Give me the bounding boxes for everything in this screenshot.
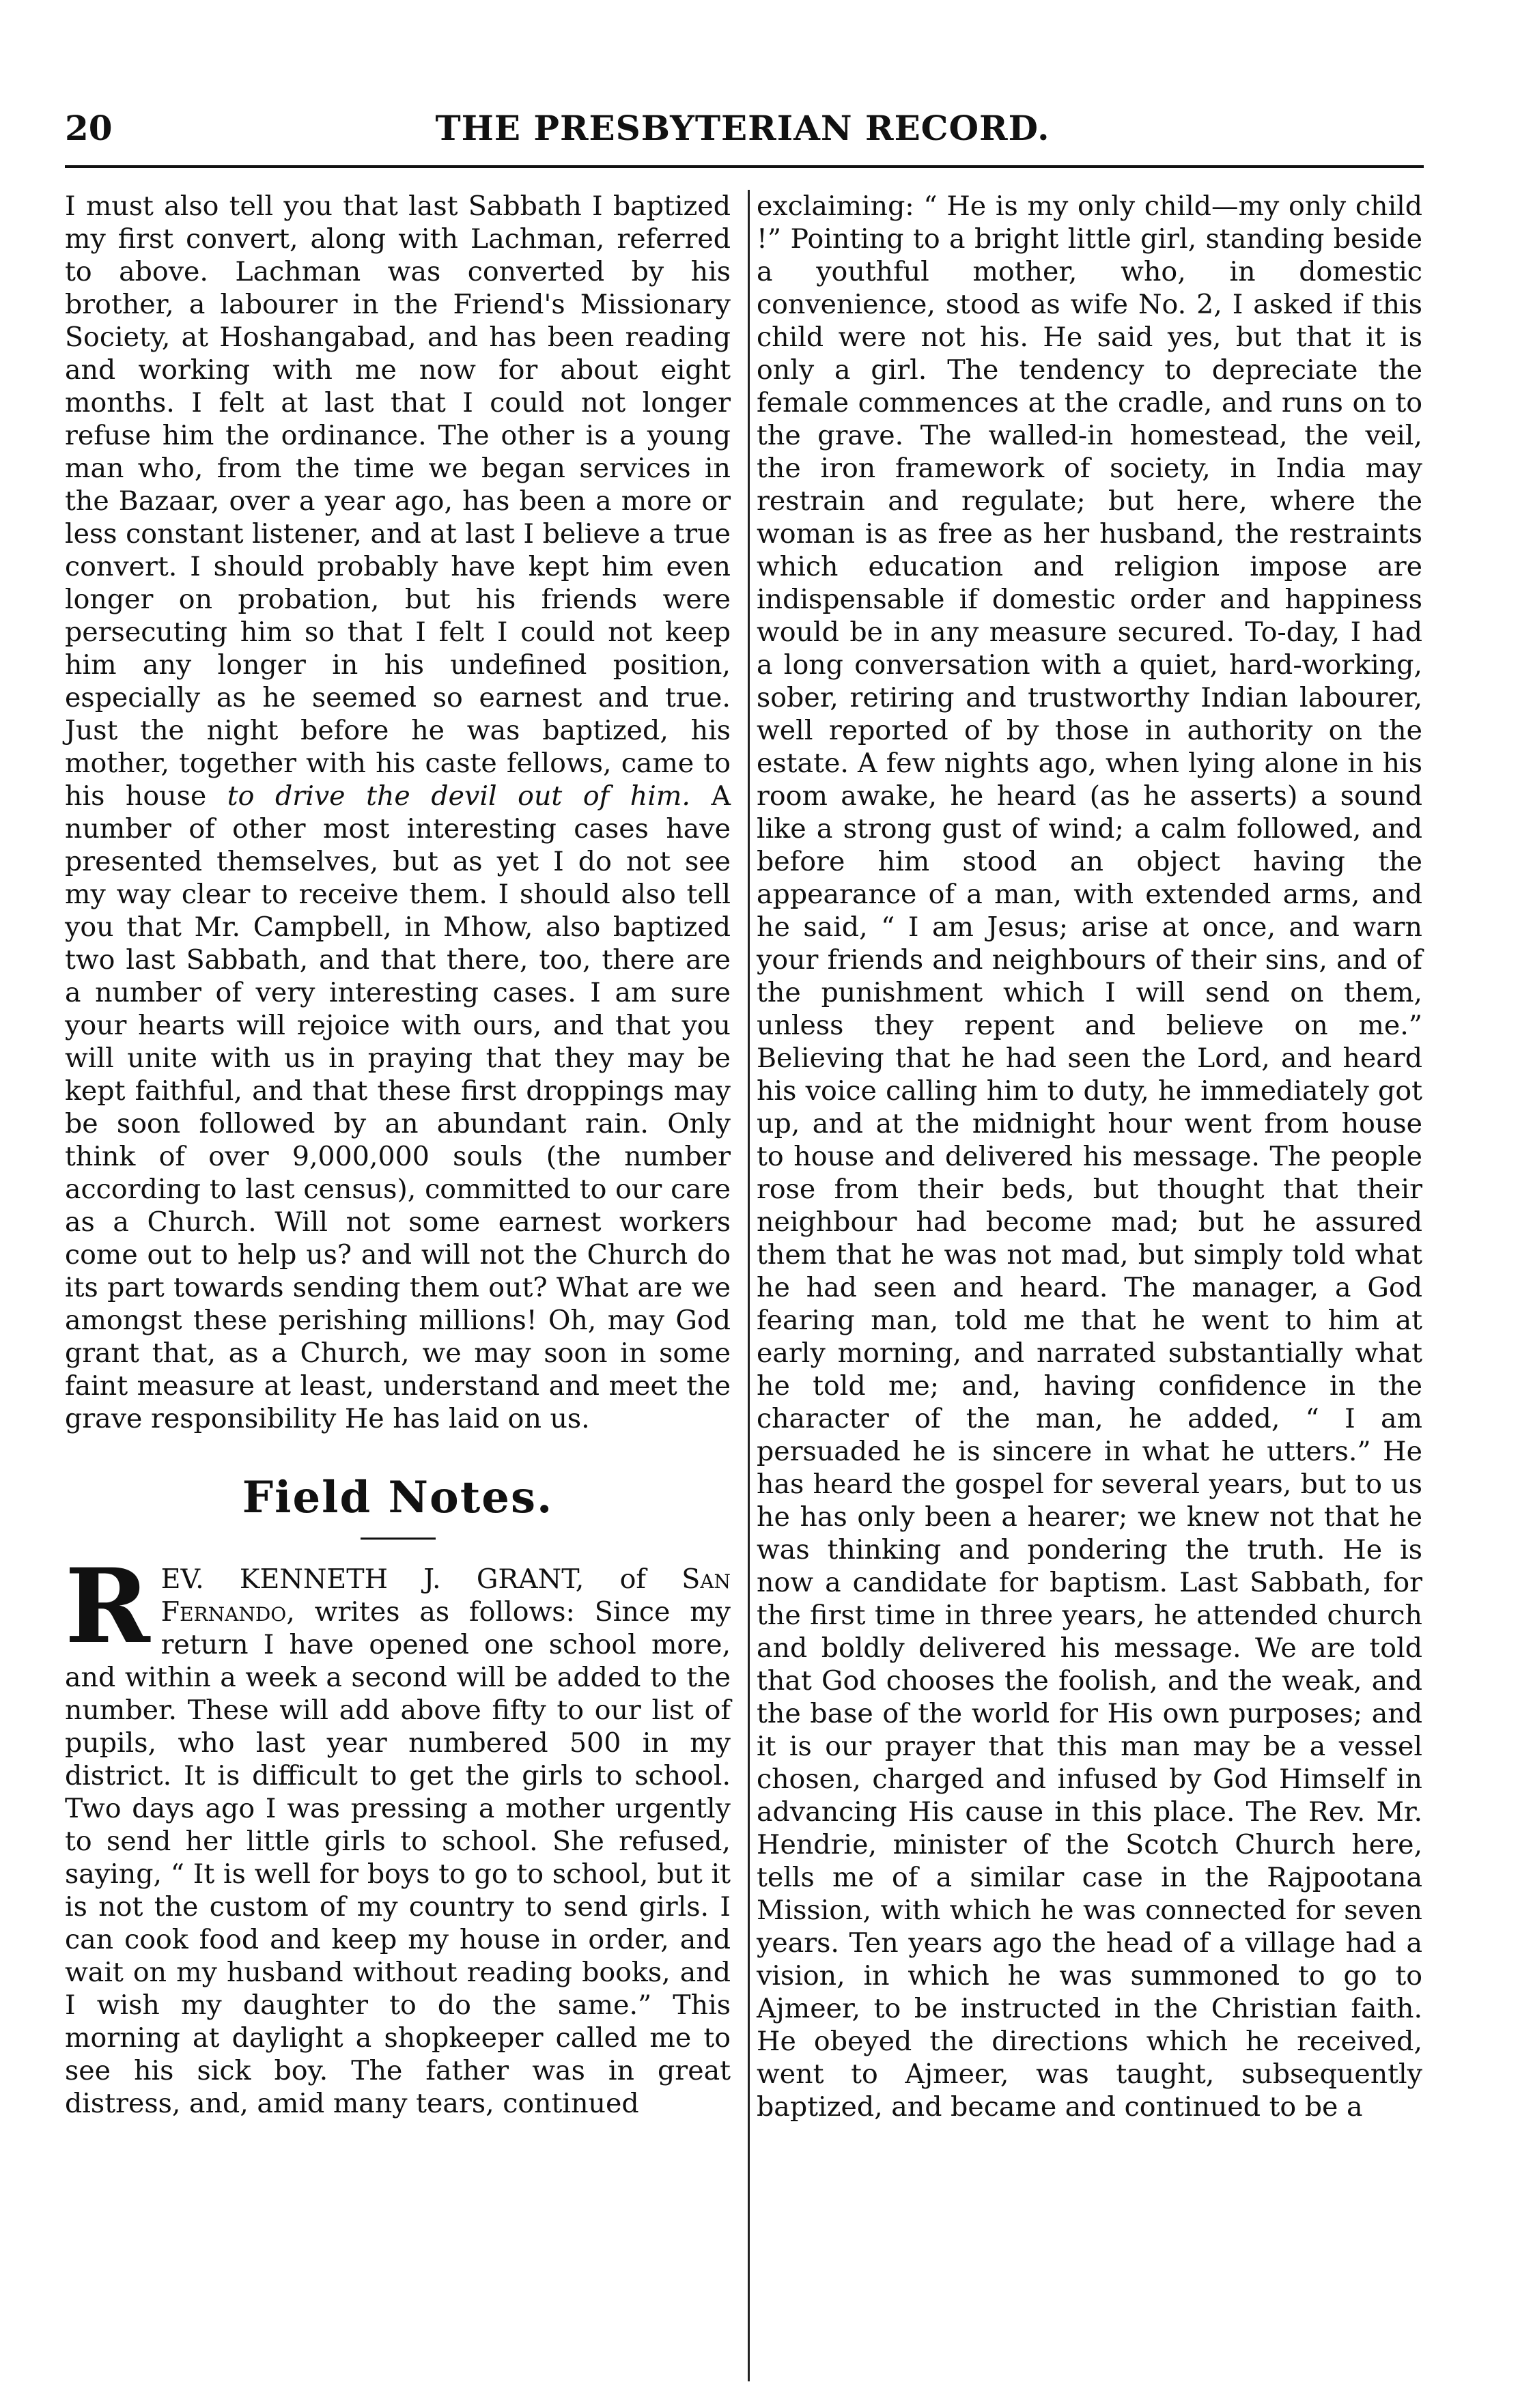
letter-italic-phrase: to drive the devil out of him.: [227, 780, 690, 812]
section-heading: Field Notes.: [242, 1472, 554, 1523]
right-column-text: exclaiming: “ He is my only child—my only child !” Pointing to a bright little girl, standing beside a youthful mother, who, in domestic convenience, stood as wife No. 2, I asked if this child were not his. He said yes, but that it is only a girl. The tendency to depreciate the female commences at the cradle, and runs on to the grave. The walled-in homestead, the veil, the iron framework of society, in India may restrain and regulate; but here, where the woman is as free as her husband, the restraints which education and religion impose are indispensable if domestic order and happiness would be in any measure secured. To-day, I had a long conversation with a quiet, hard-working, sober, retiring and trustworthy Indian labourer, well reported of by those in authority on the estate. A few nights ago, when lying alone in his room awake, he heard (as he asserts) a sound like a strong gust of wind; a calm followed, and before him stood an object having the appearance of a man, with extended arms, and he said, “ I am Jesus; arise at once, and warn your friends and neighbours of their sins, and of the punishment which I will send on them, unless they repent and believe on me.” Believing that he had seen the Lord, and heard his voice calling him to duty, he immediately got up, and at the midnight hour went from house to house and delivered his message. The people rose from their beds, but thought that their neighbour had become mad; but he assured them that he was not mad, but simply told what he had seen and heard. The manager, a God fearing man, told me that he went to him at early morning, and narrated substantially what he told me; and, having confidence in the character of the man, he added, “ I am persuaded he is sincere in what he utters.” He has heard the gospel for several years, but to us he has only been a hearer; we knew not that he was thinking and pondering the truth. He is now a candidate for baptism. Last Sabbath, for the first time in three years, he attended church and boldly delivered his message. We are told that God chooses the foolish, and the weak, and the base of the world for His own purposes; and it is our prayer that this man may be a vessel chosen, charged and infused by God Himself in advancing His cause in this place. The Rev. Mr. Hendrie, minister of the Scotch Church here, tells me of a similar case in the Rajpootana Mission, with which he was connected for seven years. Ten years ago the head of a village had a vision, in which he was summoned to go to Ajmeer, to be instructed in the Christian faith. He obeyed the directions which he received, went to Ajmeer, was taught, subsequently baptized, and became and continued to be a: [757, 190, 1422, 2123]
left-column: [65, 190, 731, 2120]
header-rule: [65, 165, 1424, 168]
right-column: [757, 190, 1422, 2123]
field-note-lead: EV. KENNETH J. GRANT, of: [160, 1563, 682, 1595]
running-title: THE PRESBYTERIAN RECORD.: [435, 108, 1050, 148]
field-note-place: San Fernando: [160, 1563, 731, 1628]
section-rule: [361, 1538, 436, 1540]
column-divider: [748, 190, 750, 2381]
drop-cap: R: [65, 1546, 150, 1667]
field-note-paragraph: [65, 1546, 731, 2120]
letter-paragraph: [65, 190, 731, 1435]
page-header: [65, 108, 1420, 162]
letter-text-part1: I must also tell you that last Sabbath I baptized my first convert, along with Lachman, referred to above. Lachman was converted by his brother, a labourer in the Friend's Missionary Society, at Hoshangabad, and has been reading and working with me now for about eight months. I felt at last that I could not longer refuse him the ordinance. The other is a young man who, from the time we began services in the Bazaar, over a year ago, has been a more or less constant listener, and at last I believe a true convert. I should probably have kept him even longer on probation, but his friends were persecuting him so that I felt I could not keep him any longer in his undefined position, especially as he seemed so earnest and true. Just the night before he was baptized, his mother, together with his caste fellows, came to his house: [65, 190, 731, 812]
field-note-body: , writes as follows: Since my return I have opened one school more, and within a week a second will be added to the number. These will add above fifty to our list of pupils, who last year numbered 500 in my district. It is difficult to get the girls to school. Two days ago I was pressing a mother urgently to send her little girls to school. She refused, saying, “ It is well for boys to go to school, but it is not the custom of my country to send girls. I can cook food and keep my house in order, and wait on my husband without reading books, and I wish my daughter to do the same.” This morning at daylight a shopkeeper called me to see his sick boy. The father was in great distress, and, amid many tears, continued: [65, 1596, 731, 2119]
letter-text-part2: A number of other most interesting cases have presented themselves, but as yet I do not see my way clear to receive them. I should also tell you that Mr. Campbell, in Mhow, also baptized two last Sabbath, and that there, too, there are a number of very interesting cases. I am sure your hearts will rejoice with ours, and that you will unite with us in praying that they may be kept faithful, and that these first droppings may be soon followed by an abundant rain. Only think of over 9,000,000 souls (the number according to last census), committed to our care as a Church. Will not some earnest workers come out to help us? and will not the Church do its part towards sending them out? What are we amongst these perishing millions! Oh, may God grant that, as a Church, we may soon in some faint measure at least, understand and meet the grave responsibility He has laid on us.: [65, 780, 731, 1434]
page-number: 20: [65, 108, 113, 148]
